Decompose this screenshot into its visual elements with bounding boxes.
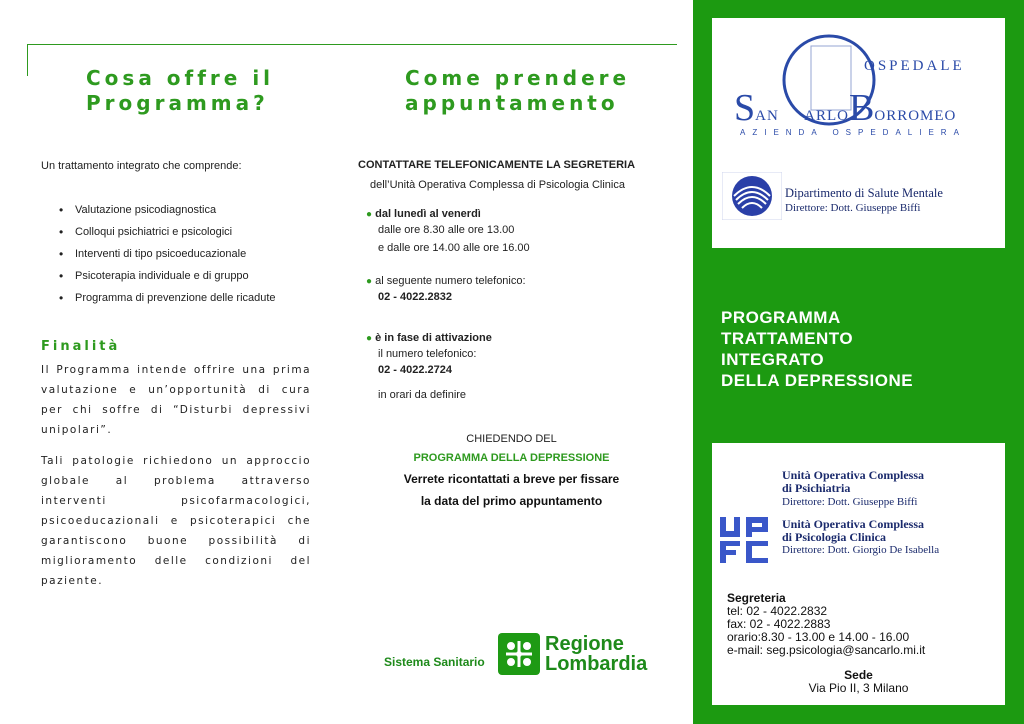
sistema-sanitario-label: Sistema Sanitario: [384, 655, 485, 669]
activation-text: è in fase di attivazione: [375, 332, 492, 344]
program-title-line: INTEGRATO: [721, 350, 825, 369]
hours-line-2: e dalle ore 14.00 alle ore 16.00: [378, 242, 530, 254]
bullet-icon: ●: [366, 333, 373, 344]
left-services-list: [41, 199, 331, 309]
regione-lombardia-rose-icon: [498, 633, 540, 675]
program-name: PROGRAMMA DELLA DEPRESSIONE: [413, 452, 610, 464]
azienda-ospedaliera: AZIENDA OSPEDALIERA: [740, 128, 966, 137]
phone-number: 02 - 4022.2832: [378, 291, 453, 303]
hours-line-1: dalle ore 8.30 alle ore 13.00: [378, 224, 515, 236]
left-heading-line1: Cosa offre il: [86, 66, 275, 90]
list-item: • Psicoterapia individuale e di gruppo: [41, 265, 331, 287]
program-title: [721, 307, 913, 391]
sede-address: Via Pio II, 3 Milano: [808, 681, 909, 695]
word-an: AN: [755, 108, 779, 124]
unit1-name: [782, 469, 924, 495]
regione-word: Regione: [545, 633, 624, 655]
left-heading-line2: Programma?: [86, 91, 269, 115]
activation-sub: il numero telefonico:: [378, 348, 477, 360]
segreteria-block: [727, 592, 925, 657]
upc-logo-icon: [720, 517, 770, 563]
unit2-director: Direttore: Dott. Giorgio De Isabella: [782, 544, 940, 556]
unit1-director: Direttore: Dott. Giuseppe Biffi: [782, 496, 918, 508]
unit2-name-line1: Unità Operativa Complessa: [782, 517, 924, 531]
top-rule-corner: [27, 44, 28, 76]
units-box: [712, 443, 1005, 705]
sede-heading: Sede: [844, 668, 873, 682]
middle-heading-line1: Come prendere: [405, 66, 631, 90]
letter-c: [779, 87, 804, 129]
callback-line-2: la data del primo appuntamento: [420, 494, 603, 508]
segreteria-heading: Segreteria: [727, 591, 786, 605]
dept-logo-icon: [722, 172, 782, 220]
hospital-logo: [712, 18, 1005, 148]
word-orromeo: ORROMEO: [874, 108, 957, 124]
dept-director: Direttore: Dott. Giuseppe Biffi: [785, 202, 921, 214]
segreteria-fax: fax: 02 - 4022.2883: [727, 617, 831, 631]
unit1-name-line1: Unità Operativa Complessa: [782, 468, 924, 482]
bullet-icon: ●: [366, 276, 373, 287]
finalita-text: [41, 360, 311, 602]
finalita-paragraph-2: Tali patologie richiedono un approccio globale al problema attraverso interventi psicofarmacologici, psicoeducazionali e psicoterapici che garantiscono buone possibilità di miglioramento delle condizioni del paziente.: [41, 455, 311, 587]
unit1-name-line2: di Psichiatria: [782, 481, 851, 495]
bullet-icon: ●: [366, 209, 373, 220]
letter-s: S: [734, 87, 756, 129]
finalita-heading: Finalità: [41, 339, 121, 354]
left-heading: [86, 66, 274, 116]
list-item: • Interventi di tipo psicoeducazionale: [41, 243, 331, 265]
unit2-name-line2: di Psicologia Clinica: [782, 530, 887, 544]
dept-name: Dipartimento di Salute Mentale: [785, 186, 943, 200]
segreteria-email: e-mail: seg.psicologia@sancarlo.mi.it: [727, 643, 926, 657]
days-text: dal lunedì al venerdì: [375, 208, 481, 220]
sede-block: [712, 669, 1005, 695]
hours-tbd: in orari da definire: [378, 389, 467, 401]
unit2-name: [782, 518, 924, 544]
left-intro: Un trattamento integrato che comprende:: [41, 160, 242, 172]
program-title-line: TRATTAMENTO: [721, 329, 854, 348]
callback-line-1: Verrete ricontattati a breve per fissare: [403, 472, 620, 486]
activation-line: [366, 332, 492, 344]
ospedale-word: OSPEDALE: [864, 58, 965, 74]
hospital-box: [712, 18, 1005, 248]
phone-label: al seguente numero telefonico:: [375, 275, 526, 287]
middle-heading-line2: appuntamento: [405, 91, 619, 115]
list-item: • Programma di prevenzione delle ricadute: [41, 287, 331, 309]
segreteria-tel: tel: 02 - 4022.2832: [727, 604, 828, 618]
phone-number-2: 02 - 4022.2724: [378, 364, 453, 376]
lombardia-word: Lombardia: [545, 653, 648, 675]
letter-b: B: [849, 87, 875, 129]
segreteria-orario: orario:8.30 - 13.00 e 14.00 - 16.00: [727, 630, 910, 644]
days-line: [366, 208, 481, 220]
asking-text: CHIEDENDO DEL: [466, 433, 557, 445]
program-title-line: DELLA DEPRESSIONE: [721, 371, 914, 390]
contact-title: CONTATTARE TELEFONICAMENTE LA SEGRETERIA: [358, 159, 636, 171]
top-rule: [27, 44, 677, 45]
list-item: • Valutazione psicodiagnostica: [41, 199, 331, 221]
hospital-name: [734, 86, 956, 130]
phone-label-line: [366, 275, 526, 287]
finalita-paragraph-1: Il Programma intende offrire una prima valutazione e un’opportunità di cura per chi soffre di “Disturbi depressivi unipolari”.: [41, 364, 311, 436]
program-title-line: PROGRAMMA: [721, 308, 841, 327]
list-item: • Colloqui psichiatrici e psicologici: [41, 221, 331, 243]
contact-subtitle: dell’Unità Operativa Complessa di Psicologia Clinica: [370, 179, 625, 191]
word-arlo: ARLO: [804, 108, 850, 124]
regione-lombardia-label: [545, 634, 647, 674]
middle-heading: [405, 66, 630, 116]
